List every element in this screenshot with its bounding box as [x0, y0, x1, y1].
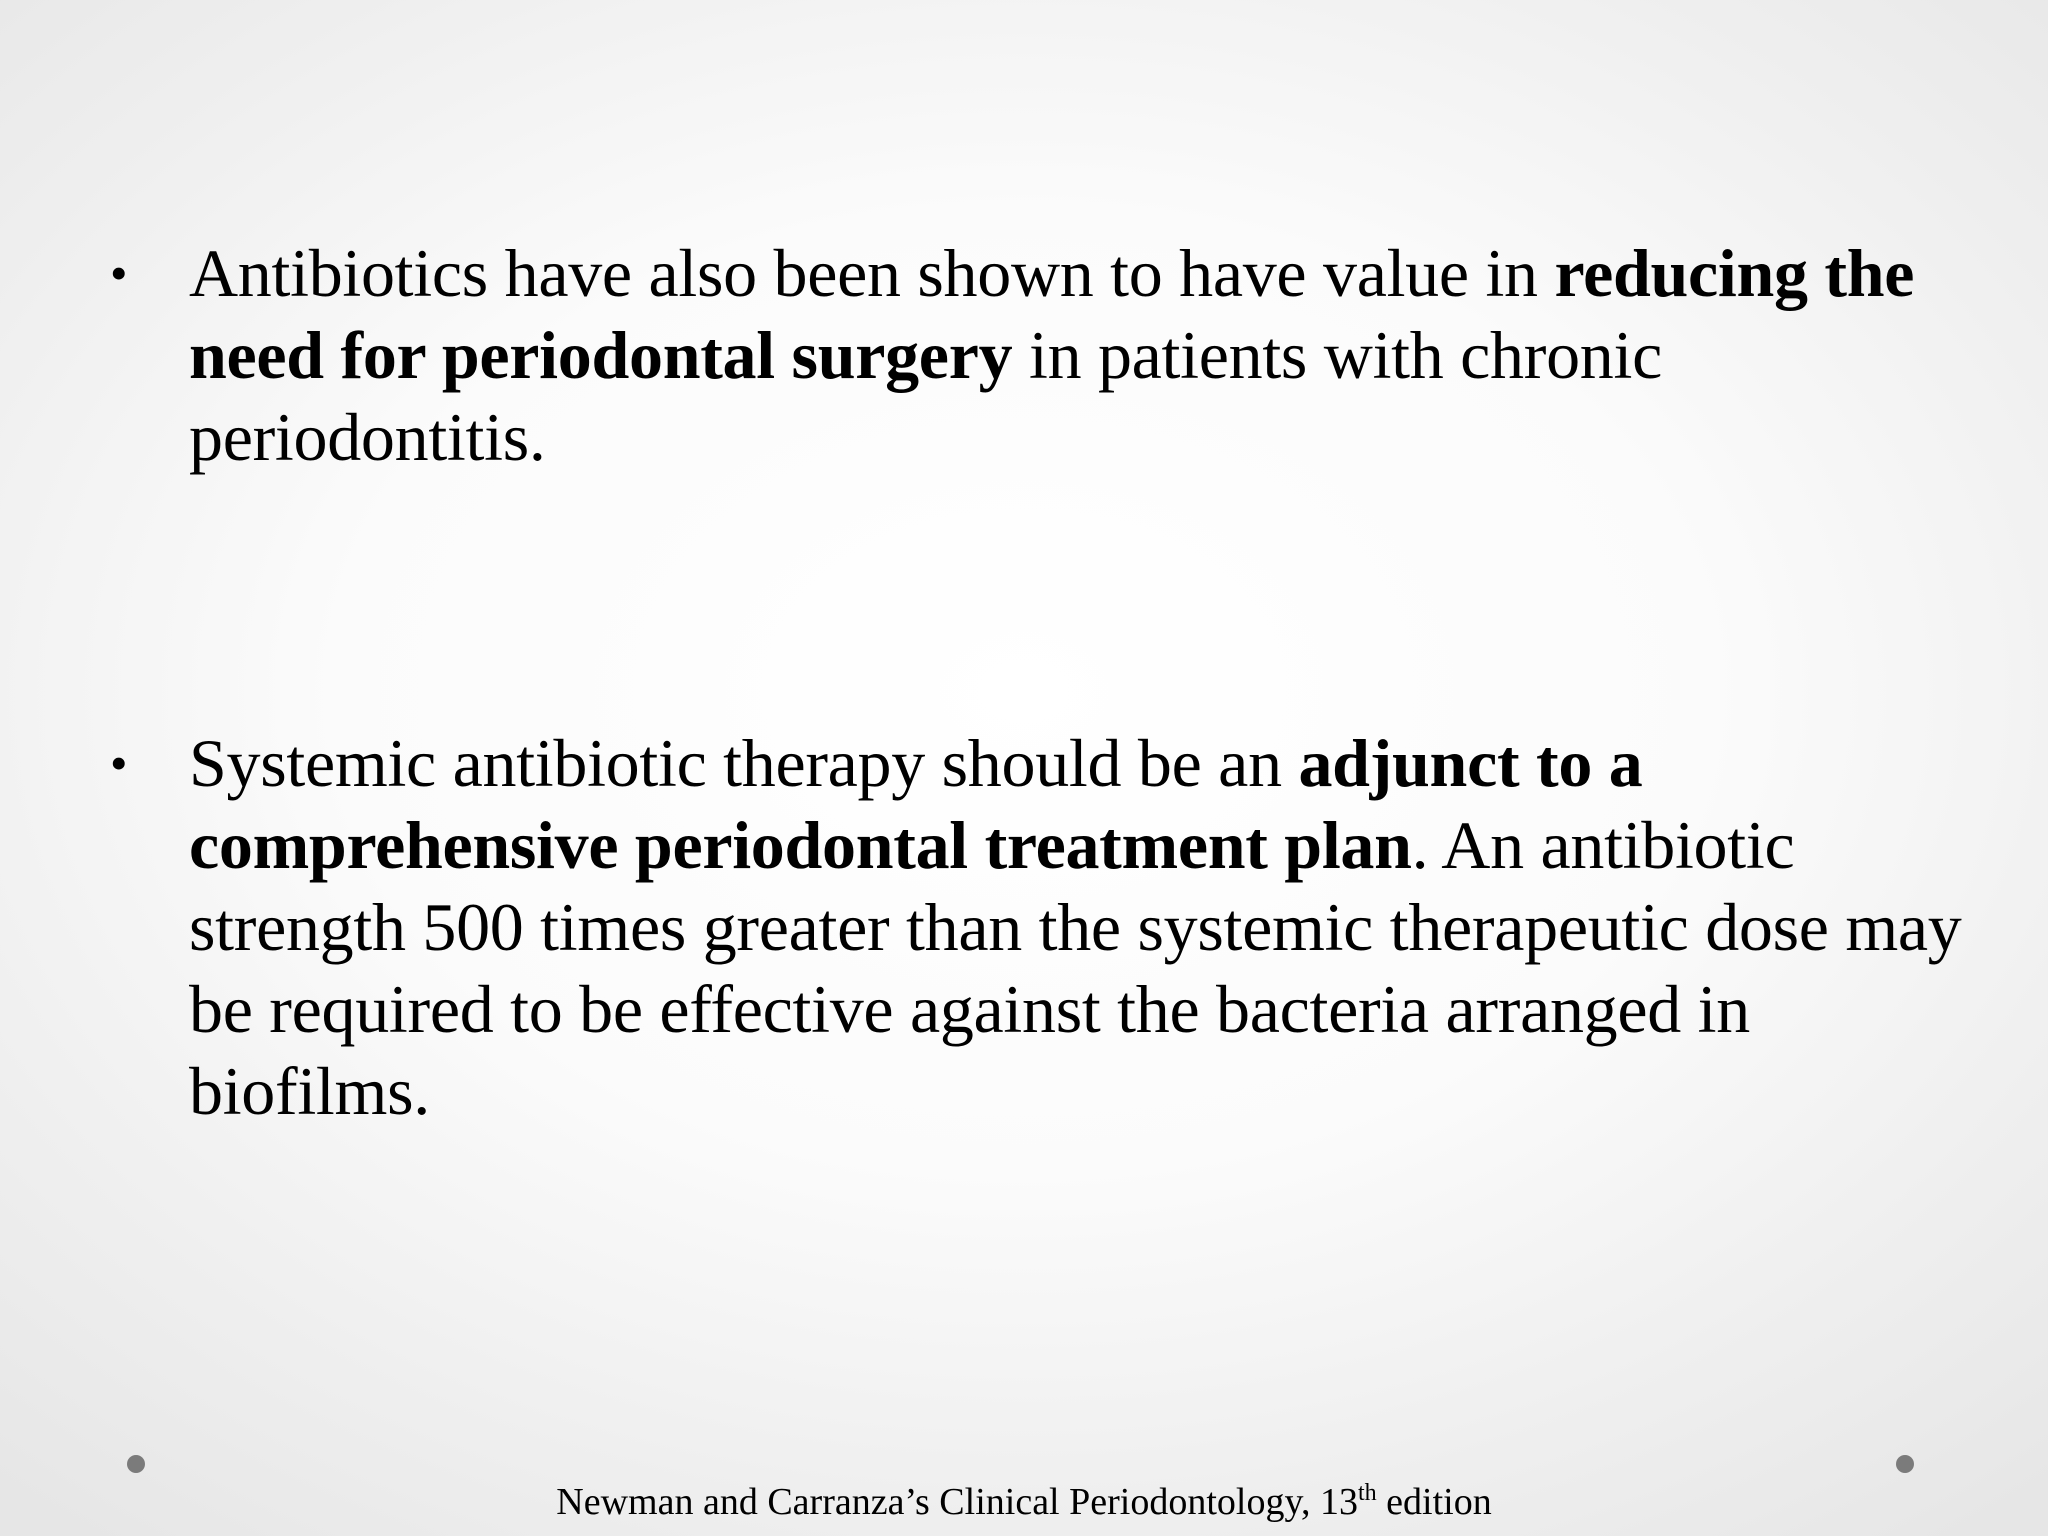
- bullet-item-1: [110, 232, 1990, 478]
- footer-superscript: th: [1357, 1480, 1377, 1506]
- bullet-text-1: [189, 232, 1990, 478]
- bullet-text-2: [189, 722, 1990, 1132]
- bullet-2-text-part: Systemic antibiotic therapy should be an: [189, 725, 1299, 801]
- footer-text: Newman and Carranza’s Clinical Periodontology, 13: [556, 1481, 1358, 1523]
- footer-text-end: edition: [1376, 1481, 1492, 1523]
- bullet-item-2: [110, 722, 1990, 1132]
- footer-citation: [0, 1478, 2048, 1526]
- decorative-dot-right-icon: [1896, 1455, 1914, 1473]
- bullet-icon: •: [110, 735, 128, 791]
- bullet-1-text-part: in patients with chronic periodontitis.: [189, 317, 1662, 475]
- decorative-dot-left-icon: [127, 1455, 145, 1473]
- bullet-2-bold-text: adjunct to a comprehensive periodontal treatment plan: [189, 725, 1643, 883]
- bullet-1-bold-text: reducing the need for periodontal surgery: [189, 235, 1915, 393]
- bullet-2-text-part: . An antibiotic strength 500 times greater than the systemic therapeutic dose may be required to be effective against the bacteria arranged in biofilms.: [189, 807, 1962, 1129]
- bullet-icon: •: [110, 245, 128, 301]
- bullet-1-text-part: Antibiotics have also been shown to have value in: [189, 235, 1555, 311]
